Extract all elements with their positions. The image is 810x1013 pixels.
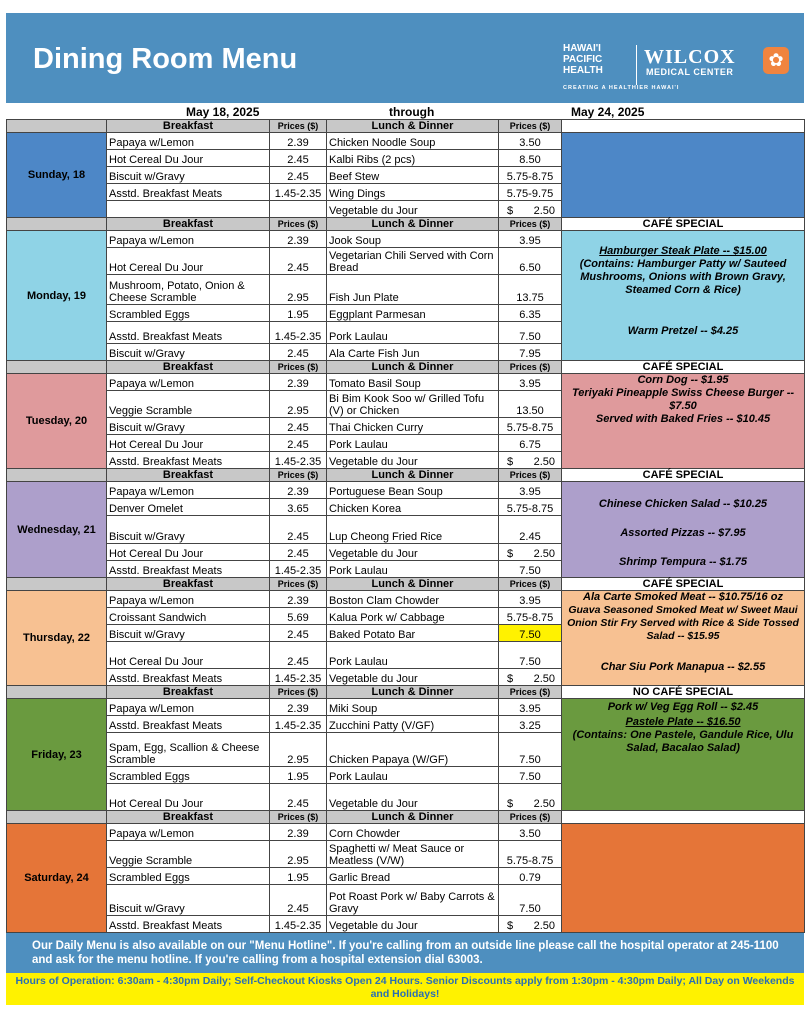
cafe-special-panel: [562, 231, 805, 361]
lunch-price: 5.75-8.75: [499, 499, 562, 516]
breakfast-price: 1.95: [270, 305, 327, 322]
header-lunch-dinner: Lunch & Dinner: [327, 120, 499, 133]
lunch-price: 3.95: [499, 591, 562, 608]
lunch-price: 5.75-8.75: [499, 841, 562, 868]
lunch-item: Corn Chowder: [327, 824, 499, 841]
header-blank: [7, 811, 107, 824]
breakfast-price: 2.45: [270, 167, 327, 184]
cafe-special-text: [566, 556, 800, 569]
dollar-sign: $: [507, 673, 514, 685]
lunch-item: Vegetable du Jour: [327, 916, 499, 933]
cafe-special-panel: [562, 482, 805, 578]
logo-tagline: CREATING A HEALTHIER HAWAI'I: [563, 85, 680, 91]
special-item: Chinese Chicken Salad -- $10.25: [598, 498, 768, 510]
lunch-price: 5.75-8.75: [499, 167, 562, 184]
breakfast-price: 2.39: [270, 591, 327, 608]
breakfast-price: 2.45: [270, 885, 327, 916]
header-breakfast: Breakfast: [107, 811, 270, 824]
lunch-item: Vegetable du Jour: [327, 544, 499, 561]
breakfast-price: 2.45: [270, 150, 327, 167]
breakfast-item: Biscuit w/Gravy: [107, 167, 270, 184]
lunch-price: [499, 669, 562, 686]
column-header-row: [7, 218, 805, 231]
header-banner: [6, 13, 804, 101]
cafe-special-text: [566, 325, 800, 338]
lunch-item: Thai Chicken Curry: [327, 418, 499, 435]
menu-hotline-note: Our Daily Menu is also available on our "Menu Hotline". If you're calling from an outside line please call the hospital operator at 245-1100 and ask for the menu hotline. If you're calling from a hospital extension dial 63003.: [6, 933, 804, 973]
lunch-price: 6.35: [499, 305, 562, 322]
lunch-price: 7.50: [499, 767, 562, 784]
lunch-item: Vegetable du Jour: [327, 669, 499, 686]
breakfast-price: 2.39: [270, 699, 327, 716]
breakfast-item: Asstd. Breakfast Meats: [107, 561, 270, 578]
cafe-special-header: CAFÉ SPECIAL: [562, 361, 805, 374]
menu-row: [7, 824, 805, 841]
breakfast-item: Hot Cereal Du Jour: [107, 248, 270, 275]
special-item: Shrimp Tempura -- $1.75: [619, 556, 747, 568]
lunch-item: Vegetable du Jour: [327, 452, 499, 469]
header-prices: Prices ($): [499, 686, 562, 699]
breakfast-item: Mushroom, Potato, Onion & Cheese Scramble: [107, 275, 270, 305]
column-header-row: [7, 120, 805, 133]
breakfast-item: Papaya w/Lemon: [107, 374, 270, 391]
flower-logo-icon: ✿: [763, 47, 789, 74]
breakfast-item: Scrambled Eggs: [107, 305, 270, 322]
breakfast-price: 1.95: [270, 868, 327, 885]
lunch-price: 3.50: [499, 824, 562, 841]
menu-row: [7, 374, 805, 391]
special-item: Served with Baked Fries -- $10.45: [595, 413, 771, 425]
dollar-sign: $: [507, 548, 514, 560]
day-label: Tuesday, 20: [7, 374, 107, 469]
day-label: Friday, 23: [7, 699, 107, 811]
breakfast-price: 1.45-2.35: [270, 561, 327, 578]
breakfast-item: Papaya w/Lemon: [107, 482, 270, 499]
breakfast-item: Asstd. Breakfast Meats: [107, 322, 270, 344]
breakfast-price: [270, 201, 327, 218]
header-blank: [7, 218, 107, 231]
lunch-price: [499, 201, 562, 218]
header-lunch-dinner: Lunch & Dinner: [327, 686, 499, 699]
breakfast-item: Asstd. Breakfast Meats: [107, 916, 270, 933]
lunch-price: 5.75-9.75: [499, 184, 562, 201]
cafe-special-panel: [562, 133, 805, 218]
breakfast-price: 2.95: [270, 841, 327, 868]
header-prices: Prices ($): [270, 469, 327, 482]
breakfast-item: Veggie Scramble: [107, 841, 270, 868]
header-breakfast: Breakfast: [107, 218, 270, 231]
date-range: [6, 101, 804, 119]
medical-center-logo-text: MEDICAL CENTER: [646, 67, 734, 77]
header-lunch-dinner: Lunch & Dinner: [327, 469, 499, 482]
lunch-item: Bi Bim Kook Soo w/ Grilled Tofu (V) or Chicken: [327, 391, 499, 418]
lunch-item: Garlic Bread: [327, 868, 499, 885]
breakfast-price: 2.45: [270, 516, 327, 544]
cafe-special-panel: [562, 374, 805, 469]
cafe-special-text: [566, 387, 800, 413]
lunch-item: Pot Roast Pork w/ Baby Carrots & Gravy: [327, 885, 499, 916]
lunch-price: 7.50: [499, 733, 562, 767]
breakfast-item: Biscuit w/Gravy: [107, 418, 270, 435]
lunch-item: Pork Laulau: [327, 322, 499, 344]
day-label: Saturday, 24: [7, 824, 107, 933]
breakfast-price: 2.45: [270, 435, 327, 452]
breakfast-item: Biscuit w/Gravy: [107, 344, 270, 361]
special-item: Pork w/ Veg Egg Roll -- $2.45: [607, 701, 759, 713]
lunch-price: [499, 784, 562, 811]
cafe-special-header: CAFÉ SPECIAL: [562, 469, 805, 482]
lunch-item: Beef Stew: [327, 167, 499, 184]
lunch-item: Tomato Basil Soup: [327, 374, 499, 391]
lunch-price: 3.95: [499, 231, 562, 248]
breakfast-price: 2.45: [270, 784, 327, 811]
lunch-item: Baked Potato Bar: [327, 625, 499, 642]
lunch-price: 5.75-8.75: [499, 608, 562, 625]
lunch-price-value: 2.50: [533, 456, 555, 468]
lunch-price-value: 2.50: [533, 673, 555, 685]
breakfast-item: Veggie Scramble: [107, 391, 270, 418]
lunch-price: 3.95: [499, 374, 562, 391]
breakfast-item: Denver Omelet: [107, 499, 270, 516]
lunch-item: Fish Jun Plate: [327, 275, 499, 305]
breakfast-item: Hot Cereal Du Jour: [107, 784, 270, 811]
header-lunch-dinner: Lunch & Dinner: [327, 578, 499, 591]
special-item: Pastele Plate -- $16.50: [625, 716, 741, 728]
cafe-special-text: [566, 413, 800, 426]
header-prices: Prices ($): [270, 811, 327, 824]
cafe-special-text: [566, 245, 800, 258]
header-blank: [7, 578, 107, 591]
start-date: May 18, 2025: [186, 105, 260, 119]
breakfast-price: 2.39: [270, 374, 327, 391]
breakfast-price: 1.95: [270, 767, 327, 784]
lunch-price: 3.50: [499, 133, 562, 150]
cafe-special-header: CAFÉ SPECIAL: [562, 218, 805, 231]
lunch-item: Chicken Korea: [327, 499, 499, 516]
breakfast-price: 2.45: [270, 625, 327, 642]
cafe-special-text: [566, 701, 800, 714]
breakfast-item: Papaya w/Lemon: [107, 133, 270, 150]
cafe-special-text: [566, 591, 800, 604]
header-prices: Prices ($): [270, 686, 327, 699]
breakfast-item: Spam, Egg, Scallion & Cheese Scramble: [107, 733, 270, 767]
lunch-price: 13.50: [499, 391, 562, 418]
cafe-special-panel: [562, 824, 805, 933]
special-item: Char Siu Pork Manapua -- $2.55: [600, 661, 766, 673]
lunch-item: Kalbi Ribs (2 pcs): [327, 150, 499, 167]
lunch-price: 5.75-8.75: [499, 418, 562, 435]
day-label: Monday, 19: [7, 231, 107, 361]
breakfast-price: 2.39: [270, 482, 327, 499]
breakfast-item: Hot Cereal Du Jour: [107, 150, 270, 167]
lunch-item: Wing Dings: [327, 184, 499, 201]
lunch-item: Kalua Pork w/ Cabbage: [327, 608, 499, 625]
lunch-item: Vegetable du Jour: [327, 784, 499, 811]
lunch-item: Spaghetti w/ Meat Sauce or Meatless (V/W): [327, 841, 499, 868]
lunch-item: Ala Carte Fish Jun: [327, 344, 499, 361]
breakfast-price: 2.45: [270, 544, 327, 561]
breakfast-item: Asstd. Breakfast Meats: [107, 452, 270, 469]
header-lunch-dinner: Lunch & Dinner: [327, 811, 499, 824]
cafe-special-panel: [562, 591, 805, 686]
day-label: Thursday, 22: [7, 591, 107, 686]
cafe-special-header: [562, 120, 805, 133]
lunch-item: Miki Soup: [327, 699, 499, 716]
lunch-price: 7.50: [499, 642, 562, 669]
header-blank: [7, 361, 107, 374]
lunch-item: Vegetable du Jour: [327, 201, 499, 218]
breakfast-item: Papaya w/Lemon: [107, 824, 270, 841]
lunch-price: 6.75: [499, 435, 562, 452]
lunch-item: Pork Laulau: [327, 767, 499, 784]
menu-row: [7, 699, 805, 716]
cafe-special-panel: [562, 699, 805, 811]
lunch-item: Chicken Noodle Soup: [327, 133, 499, 150]
header-blank: [7, 120, 107, 133]
breakfast-item: Asstd. Breakfast Meats: [107, 669, 270, 686]
breakfast-item: Papaya w/Lemon: [107, 591, 270, 608]
header-breakfast: Breakfast: [107, 361, 270, 374]
lunch-item: Zucchini Patty (V/GF): [327, 716, 499, 733]
end-date: May 24, 2025: [571, 105, 645, 119]
lunch-price: 7.50: [499, 322, 562, 344]
header-blank: [7, 686, 107, 699]
lunch-price: 7.50: [499, 625, 562, 642]
breakfast-price: 1.45-2.35: [270, 669, 327, 686]
breakfast-price: 2.45: [270, 344, 327, 361]
lunch-price-value: 2.50: [533, 548, 555, 560]
lunch-price: 6.50: [499, 248, 562, 275]
breakfast-price: 2.95: [270, 391, 327, 418]
lunch-price-value: 2.50: [533, 205, 555, 217]
breakfast-item: Papaya w/Lemon: [107, 231, 270, 248]
breakfast-price: 1.45-2.35: [270, 184, 327, 201]
lunch-item: Lup Cheong Fried Rice: [327, 516, 499, 544]
lunch-item: Pork Laulau: [327, 642, 499, 669]
lunch-price: 8.50: [499, 150, 562, 167]
lunch-price: 0.79: [499, 868, 562, 885]
breakfast-item: [107, 201, 270, 218]
cafe-special-header: NO CAFÉ SPECIAL: [562, 686, 805, 699]
cafe-special-header: CAFÉ SPECIAL: [562, 578, 805, 591]
cafe-special-text: [566, 498, 800, 511]
header-prices: Prices ($): [270, 361, 327, 374]
menu-row: [7, 231, 805, 248]
header-prices: Prices ($): [499, 469, 562, 482]
column-header-row: [7, 469, 805, 482]
breakfast-price: 1.45-2.35: [270, 452, 327, 469]
breakfast-price: 3.65: [270, 499, 327, 516]
lunch-price: 7.50: [499, 561, 562, 578]
header-prices: Prices ($): [270, 120, 327, 133]
special-item: (Contains: Hamburger Patty w/ Sauteed Mushrooms, Onions with Brown Gravy, Steamed Corn & Rice): [579, 258, 787, 296]
page-title: Dining Room Menu: [33, 43, 298, 75]
lunch-price: 3.95: [499, 699, 562, 716]
lunch-item: Portuguese Bean Soup: [327, 482, 499, 499]
special-item: Assorted Pizzas -- $7.95: [620, 527, 746, 539]
hours-of-operation: Hours of Operation: 6:30am - 4:30pm Daily; Self-Checkout Kiosks Open 24 Hours. Senior Discounts apply from 1:30pm - 4:30pm Daily; All Day on Weekends and Holidays!: [6, 973, 804, 1005]
breakfast-item: Hot Cereal Du Jour: [107, 544, 270, 561]
menu-table: [6, 119, 805, 933]
lunch-item: Boston Clam Chowder: [327, 591, 499, 608]
header-prices: Prices ($): [270, 578, 327, 591]
special-item: (Contains: One Pastele, Gandule Rice, Ulu Salad, Bacalao Salad): [572, 729, 794, 754]
cafe-special-text: [566, 716, 800, 729]
breakfast-item: Croissant Sandwich: [107, 608, 270, 625]
menu-row: [7, 591, 805, 608]
header-breakfast: Breakfast: [107, 120, 270, 133]
header-prices: Prices ($): [499, 218, 562, 231]
breakfast-price: 5.69: [270, 608, 327, 625]
lunch-price: [499, 544, 562, 561]
header-prices: Prices ($): [270, 218, 327, 231]
lunch-price: [499, 916, 562, 933]
header-prices: Prices ($): [499, 120, 562, 133]
header-prices: Prices ($): [499, 811, 562, 824]
header-blank: [7, 469, 107, 482]
menu-row: [7, 482, 805, 499]
header-prices: Prices ($): [499, 361, 562, 374]
column-header-row: [7, 361, 805, 374]
breakfast-price: 1.45-2.35: [270, 322, 327, 344]
lunch-price-value: 2.50: [533, 798, 555, 810]
lunch-price: 7.50: [499, 885, 562, 916]
breakfast-price: 2.95: [270, 275, 327, 305]
day-label: Sunday, 18: [7, 133, 107, 218]
wilcox-logo: WILCOX: [644, 46, 736, 68]
dollar-sign: $: [507, 920, 514, 932]
breakfast-price: 2.39: [270, 824, 327, 841]
breakfast-item: Hot Cereal Du Jour: [107, 435, 270, 452]
special-item: Corn Dog -- $1.95: [637, 374, 729, 386]
breakfast-price: 2.45: [270, 418, 327, 435]
special-item: Warm Pretzel -- $4.25: [627, 325, 739, 337]
lunch-item: Chicken Papaya (W/GF): [327, 733, 499, 767]
special-item: Ala Carte Smoked Meat -- $10.75/16 oz: [583, 591, 783, 603]
breakfast-price: 2.45: [270, 248, 327, 275]
logo-divider: [636, 45, 637, 85]
menu-page: [6, 13, 804, 1005]
cafe-special-text: [566, 661, 800, 674]
lunch-price-value: 2.50: [533, 920, 555, 932]
dollar-sign: $: [507, 456, 514, 468]
lunch-item: Jook Soup: [327, 231, 499, 248]
cafe-special-text: [566, 604, 800, 643]
special-item: Hamburger Steak Plate -- $15.00: [599, 245, 767, 257]
cafe-special-text: [566, 258, 800, 297]
lunch-price: 7.95: [499, 344, 562, 361]
column-header-row: [7, 686, 805, 699]
day-label: Wednesday, 21: [7, 482, 107, 578]
lunch-item: Pork Laulau: [327, 561, 499, 578]
breakfast-item: Asstd. Breakfast Meats: [107, 184, 270, 201]
cafe-special-text: [566, 527, 800, 540]
header-breakfast: Breakfast: [107, 469, 270, 482]
lunch-item: Eggplant Parmesan: [327, 305, 499, 322]
lunch-item: Pork Laulau: [327, 435, 499, 452]
header-breakfast: Breakfast: [107, 686, 270, 699]
breakfast-item: Papaya w/Lemon: [107, 699, 270, 716]
breakfast-item: Scrambled Eggs: [107, 767, 270, 784]
breakfast-item: Scrambled Eggs: [107, 868, 270, 885]
lunch-price: [499, 452, 562, 469]
lunch-price: 2.45: [499, 516, 562, 544]
breakfast-price: 2.39: [270, 231, 327, 248]
lunch-price: 3.25: [499, 716, 562, 733]
special-item: Teriyaki Pineapple Swiss Cheese Burger -- $7.50: [571, 387, 795, 412]
header-lunch-dinner: Lunch & Dinner: [327, 218, 499, 231]
hph-logo: HAWAI'I PACIFIC HEALTH: [563, 43, 603, 76]
dollar-sign: $: [507, 205, 514, 217]
breakfast-price: 2.95: [270, 733, 327, 767]
breakfast-price: 2.45: [270, 642, 327, 669]
breakfast-price: 2.39: [270, 133, 327, 150]
cafe-special-text: [566, 374, 800, 387]
breakfast-item: Biscuit w/Gravy: [107, 625, 270, 642]
breakfast-item: Hot Cereal Du Jour: [107, 642, 270, 669]
dollar-sign: $: [507, 798, 514, 810]
special-item: Guava Seasoned Smoked Meat w/ Sweet Maui Onion Stir Fry Served with Rice & Side Tossed Salad -- $15.95: [567, 604, 799, 642]
through-label: through: [389, 105, 435, 119]
menu-row: [7, 133, 805, 150]
breakfast-item: Biscuit w/Gravy: [107, 885, 270, 916]
header-lunch-dinner: Lunch & Dinner: [327, 361, 499, 374]
column-header-row: [7, 578, 805, 591]
lunch-price: 3.95: [499, 482, 562, 499]
cafe-special-header: [562, 811, 805, 824]
breakfast-price: 1.45-2.35: [270, 716, 327, 733]
header-prices: Prices ($): [499, 578, 562, 591]
lunch-item: Vegetarian Chili Served with Corn Bread: [327, 248, 499, 275]
lunch-price: 13.75: [499, 275, 562, 305]
breakfast-price: 1.45-2.35: [270, 916, 327, 933]
breakfast-item: Asstd. Breakfast Meats: [107, 716, 270, 733]
breakfast-item: Biscuit w/Gravy: [107, 516, 270, 544]
cafe-special-text: [566, 729, 800, 755]
header-breakfast: Breakfast: [107, 578, 270, 591]
column-header-row: [7, 811, 805, 824]
